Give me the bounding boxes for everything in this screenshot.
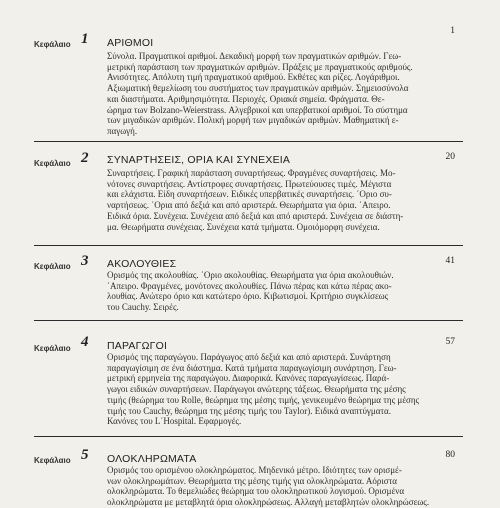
chapter-page-number: 57 xyxy=(445,337,455,347)
chapter-number: 1 xyxy=(81,31,89,47)
chapter-label: Κεφάλαιο xyxy=(34,344,71,353)
section-divider xyxy=(34,436,463,437)
chapter-number: 5 xyxy=(81,447,89,463)
chapter-title: ΑΡΙΘΜΟΙ xyxy=(107,37,154,49)
chapter-page-number: 1 xyxy=(450,26,455,36)
chapter-label: Κεφάλαιο xyxy=(34,262,71,271)
chapter-label: Κεφάλαιο xyxy=(34,159,71,168)
chapter-title: ΠΑΡΑΓΩΓΟΙ xyxy=(107,340,168,352)
section-divider xyxy=(34,245,463,246)
chapter-label: Κεφάλαιο xyxy=(34,40,71,49)
chapter-contents: Σύνολα. Πραγματικοί αριθμοί. Δεκαδική μορφή των πραγματικών αριθμών. Γεω- μετρική παράσταση των πραγματικών αριθμών. Πράξεις με πραγματικούς αριθμούς. Ανισότητες. Απόλυτη τιμή πραγματικού αριθμού. Εκθέτες και ρίζες. Λογάριθμοι. Αξιωματική θεμελίωση του συστήματος των πραγματικών αριθμών. Σημειοσύνολα και διαστήματα. Αριθμησιμότητα. Περιοχές. Οριακά σημεία. Φράγματα. Θε- ώρημα των Bolzano-Weierstrass. Αλγεβρικοί και υπερβατικοί αριθμοί. Το σύστημα των μιγαδικών αριθμών. Πολική μορφή των μιγαδικών αριθμών. Μαθηματική ε- παγωγή. xyxy=(107,51,413,136)
section-divider xyxy=(34,141,463,142)
chapter-title: ΟΛΟΚΛΗΡΩΜΑΤΑ xyxy=(107,453,197,465)
chapter-contents: Συναρτήσεις. Γραφική παράσταση συναρτήσεως. Φραγμένες συναρτήσεις. Μο- νότονες συναρτήσεις. Αντίστροφες συναρτήσεις. Πρωτεύουσες τιμές. Μέγιστα και ελάχιστα. Είδη συναρτήσεων. Ειδικές υπερβατικές συναρτήσεις. ΄Οριο συ- ναρτήσεως. ΄Ορια από δεξιά και από αριστερά. Θεωρήματα για όρια. ΄Απειρο. Ειδικά όρια. Συνέχεια. Συνέχεια από δεξιά και από αριστερά. Συνέχεια σε διάστη- μα. Θεωρήματα συνέχειας. Συνέχεια κατά τμήματα. Ομοιόμορφη συνέχεια. xyxy=(107,168,404,232)
chapter-page-number: 80 xyxy=(445,450,455,460)
chapter-label: Κεφάλαιο xyxy=(34,456,71,465)
chapter-page-number: 20 xyxy=(445,152,455,162)
chapter-number: 2 xyxy=(81,150,89,166)
chapter-contents: Ορισμός του ορισμένου ολοκληρώματος. Μηδενικό μέτρο. Ιδιότητες των ορισμέ- νων ολοκληρωμάτων. Θεωρήματα της μέσης τιμής για ολοκληρώματα. Αόριστα ολοκληρώματα. Το θεμελιώδες θεώρημα του ολοκληρωτικού λογισμού. Ορισμένα ολοκληρώματα με μεταβλητά όρια ολοκληρώσεως. Αλλαγή μεταβλητών ολοκληρώσεως. xyxy=(107,465,430,508)
chapter-number: 4 xyxy=(81,334,89,350)
chapter-contents: Ορισμός της παραγώγου. Παράγωγος από δεξιά και από αριστερά. Συνάρτηση παραγωγίσιμη σε ένα διάστημα. Κατά τμήματα παραγωγίσιμη συνάρτηση. Γεω- μετρική ερμηνεία της παραγώγου. Διαφορικά. Κανόνες παραγωγίσεως. Παρά- γωγοι ειδικών συναρτήσεων. Παράγωγοι ανώτερης τάξεως. Θεωρήματα της μέσης τιμής (θεώρημα του Rolle, θεώρημα της μέσης τιμής, γενικευμένο θεώρημα της μέσης τιμής του Cauchy, θεώρημα της μέσης τιμής του Taylor). Ειδικά αναπτύγματα. Κανόνες του L΄Hospital. Εφαρμογές. xyxy=(107,352,420,427)
chapter-title: ΑΚΟΛΟΥΘΙΕΣ xyxy=(107,258,177,270)
section-divider xyxy=(34,320,463,321)
chapter-page-number: 41 xyxy=(445,256,455,266)
chapter-contents: Ορισμός της ακολουθίας. ΄Οριο ακολουθίας. Θεωρήματα για όρια ακολουθιών. ΄Απειρο. Φραγμένες, μονότονες ακολουθίες. Πάνω πέρας και κάτω πέρας ακο- λουθίας. Ανώτερο όριο και κατώτερο όριο. Κιβωτισμοί. Κριτήριο συγκλίσεως του Cauchy. Σειρές. xyxy=(107,270,394,313)
chapter-title: ΣΥΝΑΡΤΗΣΕΙΣ, ΟΡΙΑ ΚΑΙ ΣΥΝΕΧΕΙΑ xyxy=(107,154,291,166)
chapter-number: 3 xyxy=(81,253,89,269)
